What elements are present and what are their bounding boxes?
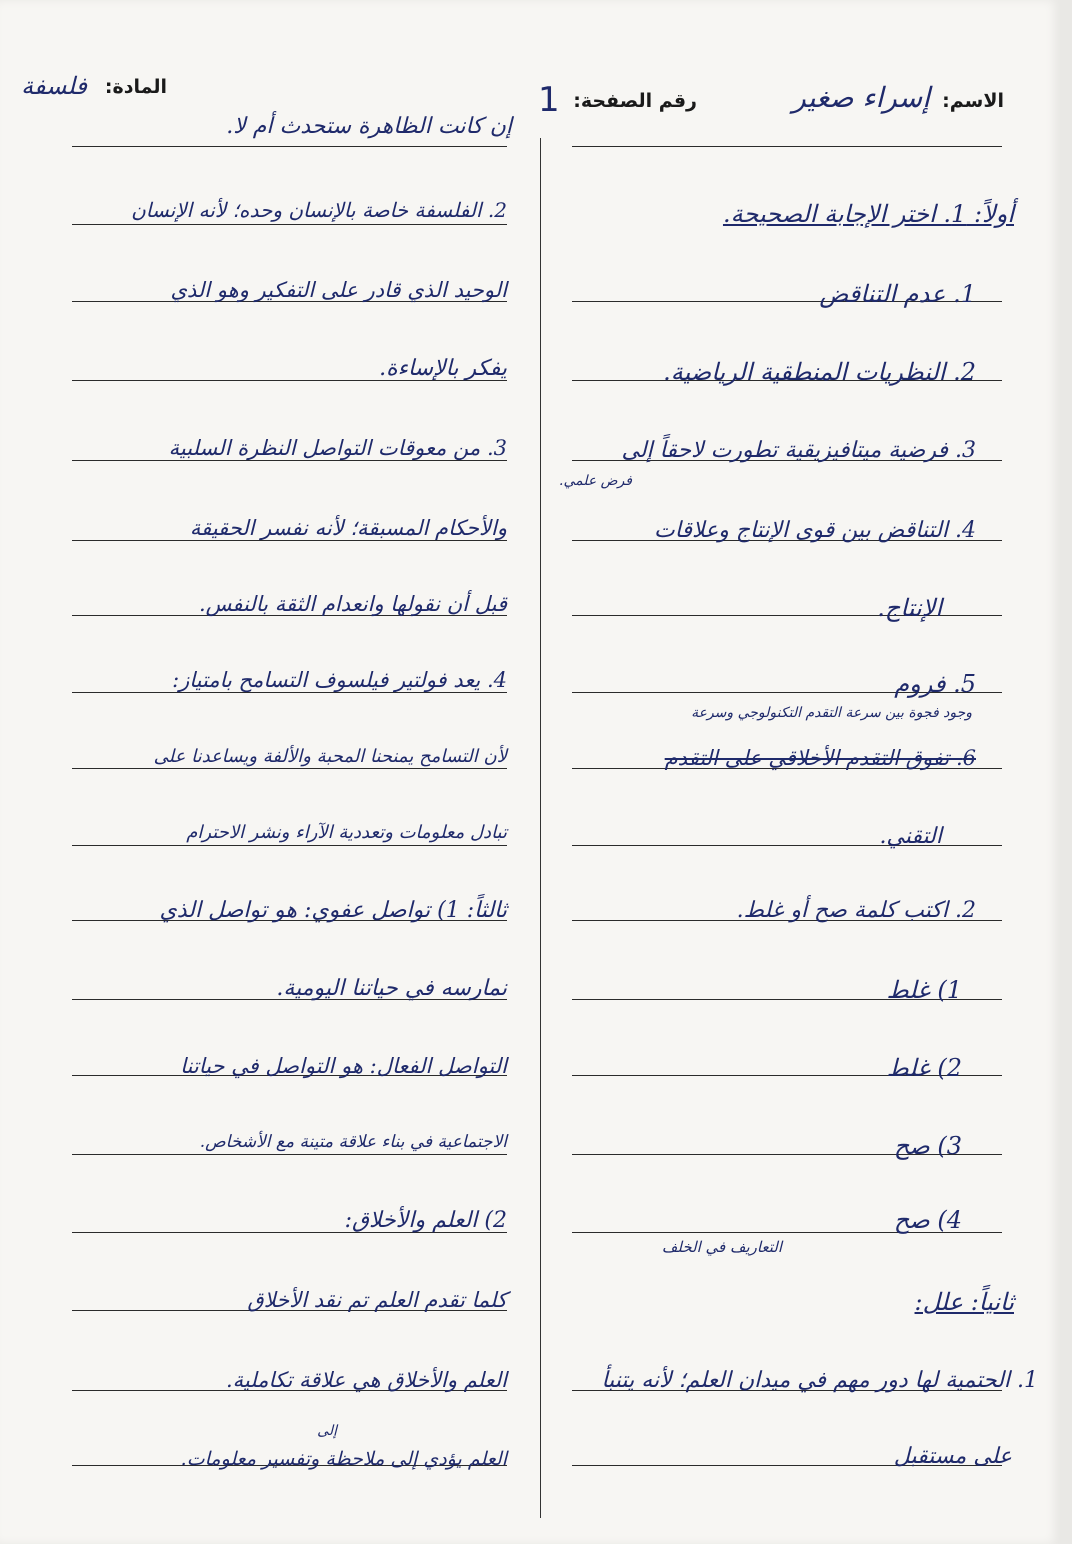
left-science-ethics-insert: إلى (317, 1423, 337, 1439)
true-false-1: 1) غلط (886, 976, 962, 1004)
student-name: إسراء صغير (792, 81, 930, 114)
ruled-line (72, 692, 507, 693)
subject-value: فلسفة (21, 72, 87, 100)
answer-6-correction: وجود فجوة بين سرعة التقدم التكنولوجي وسرعة (691, 705, 972, 721)
left-science-ethics-3: العلم يؤدي إلى ملاحظة وتفسير معلومات. (180, 1448, 507, 1470)
left-answer-2: 2. الفلسفة خاصة بالإنسان وحده؛ لأنه الإنسان (131, 198, 507, 222)
left-answer-4-end: تبادل معلومات وتعددية الآراء ونشر الاحترام (186, 822, 507, 843)
left-answer-4: 4. يعد فولتير فيلسوف التسامح بامتياز: (172, 668, 507, 692)
left-effective-communication-continued: الاجتماعية في بناء علاقة متينة مع الأشخاص. (199, 1132, 507, 1152)
ruled-line (72, 1154, 507, 1155)
name-label: الاسم: (942, 90, 1004, 112)
answer-2: 2. النظريات المنطقية الرياضية. (663, 358, 976, 386)
left-effective-communication: التواصل الفعال: هو التواصل في حياتنا (180, 1054, 507, 1078)
ruled-line (572, 146, 1002, 147)
section-two-justify-heading: ثانياً: علل: (914, 1288, 1014, 1316)
answer-1: 1. عدم التناقض (819, 280, 976, 308)
subject-label: المادة: (104, 76, 167, 98)
column-divider (540, 138, 541, 1518)
left-answer-3: 3. من معوقات التواصل النظرة السلبية (168, 436, 507, 460)
answer-5: 5. فروم (894, 670, 976, 698)
left-line-0: إن كانت الظاهرة ستحدث أم لا. (226, 114, 512, 139)
left-section-three: ثالثاً: 1) تواصل عفوي: هو تواصل الذي (159, 898, 507, 923)
ruled-line (72, 845, 507, 846)
true-false-3: 3) صح (893, 1132, 962, 1160)
ruled-line (72, 146, 507, 147)
ruled-line (72, 768, 507, 769)
left-section-three-continued: نمارسه في حياتنا اليومية. (276, 976, 507, 1001)
answer-4: 4. التناقض بين قوى الإنتاج وعلاقات (654, 518, 976, 543)
page-edge (1060, 0, 1072, 1544)
section-one-heading: أولاً: 1. اختر الإجابة الصحيحة. (722, 200, 1014, 228)
answer-4-continued: الإنتاج. (877, 594, 942, 622)
page-number-value: 1 (538, 80, 560, 120)
true-false-4: 4) صح (893, 1206, 962, 1234)
justify-answer-1-continued: على مستقبل (893, 1444, 1012, 1469)
answer-6-continued: التقني. (879, 824, 942, 849)
left-science-ethics-heading: 2) العلم والأخلاق: (344, 1208, 507, 1233)
definitions-note: التعاريف في الخلف (661, 1238, 782, 1256)
left-answer-2-end: يفكر بالإساءة. (379, 356, 507, 381)
ruled-line (72, 540, 507, 541)
answer-6: 6. تفوق التقدم الأخلاقي على التقدم (664, 746, 976, 770)
answer-3-continued: فرض علمي. (559, 473, 632, 489)
left-answer-2-continued: الوحيد الذي قادر على التفكير وهو الذي (170, 278, 507, 302)
justify-answer-1: 1. الحتمية لها دور مهم في ميدان العلم؛ لأنه يتنبأ (601, 1368, 1038, 1393)
left-science-ethics-1: كلما تقدم العلم تم نقد الأخلاق (247, 1288, 507, 1312)
ruled-line (72, 460, 507, 461)
left-answer-3-continued: والأحكام المسبقة؛ لأنه نفسر الحقيقة (189, 516, 507, 540)
true-false-2: 2) غلط (886, 1054, 962, 1082)
answer-3: 3. فرضية ميتافيزيقية تطورت لاحقاً إلى (621, 438, 976, 463)
page-number-label: رقم الصفحة: (573, 90, 697, 112)
ruled-line (72, 224, 507, 225)
left-answer-4-continued: لأن التسامح يمنحنا المحبة والألفة ويساعدنا على (153, 746, 507, 767)
section-two-heading: 2. اكتب كلمة صح أو غلط. (736, 898, 976, 923)
left-science-ethics-2: العلم والأخلاق هي علاقة تكاملية. (226, 1368, 507, 1392)
left-answer-3-end: قبل أن نقولها وانعدام الثقة بالنفس. (198, 592, 507, 616)
